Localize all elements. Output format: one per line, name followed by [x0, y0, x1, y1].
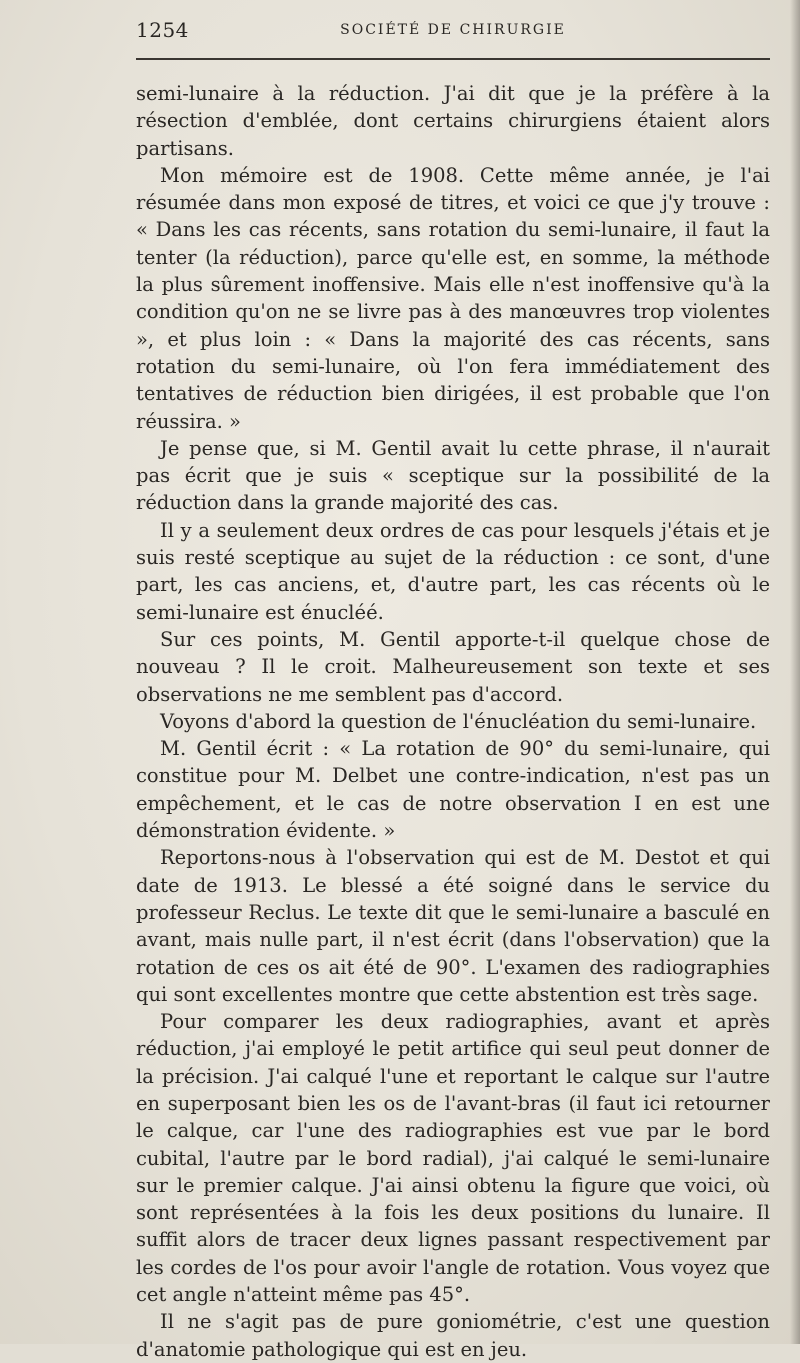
paragraph: Je pense que, si M. Gentil avait lu cette phrase, il n'aurait pas écrit que je suis « sceptique sur la possibilité de la réduction dans la grande majorité des cas.	[136, 436, 770, 515]
paragraph: M. Gentil écrit : « La rotation de 90° du semi-lunaire, qui constitue pour M. Delbet une contre-indication, n'est pas un empêchement, et le cas de notre observation I en est une démonstration évidente. »	[136, 737, 770, 843]
body-text	[136, 80, 770, 1363]
paragraph: Mon mémoire est de 1908. Cette même année, je l'ai résumée dans mon exposé de titres, et voici ce que j'y trouve : « Dans les cas récents, sans rotation du semi-lunaire, il faut la tenter (la réduction), parce qu'elle est, en somme, la méthode la plus sûrement inoffensive. Mais elle n'est inoffensive qu'à la condition qu'on ne se livre pas à des manœuvres trop violentes », et plus loin : « Dans la majorité des cas récents, sans rotation du semi-lunaire, où l'on fera immédiatement des tentatives de réduction bien dirigées, il est probable que l'on réussira. »	[136, 163, 770, 433]
page-edge-shadow	[790, 0, 800, 1344]
paragraph: Reportons-nous à l'observation qui est de M. Destot et qui date de 1913. Le blessé a été soigné dans le service du professeur Reclus. Le texte dit que le semi-lunaire a basculé en avant, mais nulle part, il n'est écrit (dans l'observation) que la rotation de ces os ait été de 90°. L'examen des radiographies qui sont excellentes montre que cette abstention est très sage.	[136, 846, 770, 1006]
paragraph-continued: semi-lunaire à la réduction. J'ai dit que je la préfère à la résection d'emblée, dont certains chirurgiens étaient alors partisans.	[136, 82, 770, 160]
page-number: 1254	[136, 18, 189, 42]
paragraph: Sur ces points, M. Gentil apporte-t-il quelque chose de nouveau ? Il le croit. Malheureusement son texte et ses observations ne me semblent pas d'accord.	[136, 627, 770, 706]
paragraph: Il ne s'agit pas de pure goniométrie, c'est une question d'anatomie pathologique qui est en jeu.	[136, 1310, 770, 1361]
running-head	[136, 12, 770, 52]
paragraph: Voyons d'abord la question de l'énucléation du semi-lunaire.	[160, 709, 757, 733]
header-rule	[136, 58, 770, 60]
paragraph: Il y a seulement deux ordres de cas pour lesquels j'étais et je suis resté sceptique au sujet de la réduction : ce sont, d'une part, les cas anciens, et, d'autre part, les cas récents où le semi-lunaire est énucléé.	[136, 518, 770, 624]
journal-title: SOCIÉTÉ DE CHIRURGIE	[340, 22, 566, 38]
paragraph: Pour comparer les deux radiographies, avant et après réduction, j'ai employé le petit artifice qui seul peut donner de la précision. J'ai calqué l'une et reportant le calque sur l'autre en superposant bien les os de l'avant-bras (il faut ici retourner le calque, car l'une des radiographies est vue par le bord cubital, l'autre par le bord radial), j'ai calqué le semi-lunaire sur le premier calque. J'ai ainsi obtenu la figure que voici, où sont représentées à la fois les deux positions du lunaire. Il suffit alors de tracer deux lignes passant respectivement par les cordes de l'os pour avoir l'angle de rotation. Vous voyez que cet angle n'atteint même pas 45°.	[136, 1010, 770, 1307]
